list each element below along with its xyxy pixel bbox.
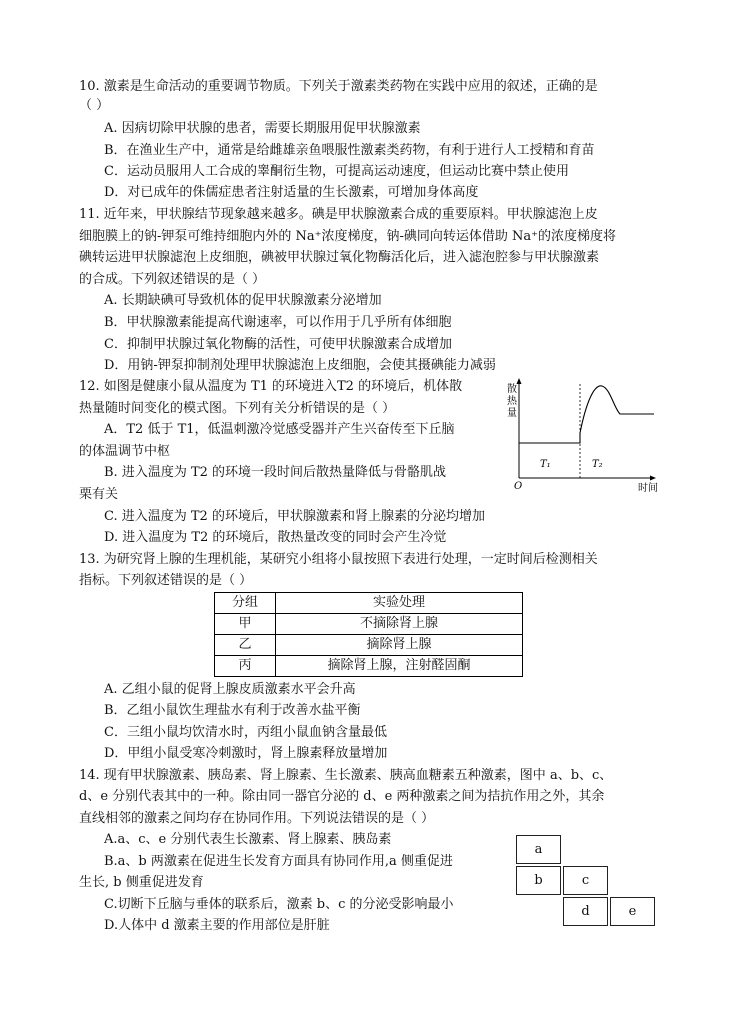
q11-option-a: A. 长期缺碘可导致机体的促甲状腺激素分泌增加 — [104, 293, 382, 308]
q10-stem-line1: 10. 激素是生命活动的重要调节物质。下列关于激素类药物在实践中应用的叙述，正确的是 — [79, 79, 598, 94]
graph-y-axis-arrow — [517, 378, 522, 384]
table-cell-treatment: 摘除肾上腺 — [276, 635, 523, 656]
graph-x-axis-arrow — [650, 476, 656, 481]
graph-xlabel: 时间 — [638, 483, 658, 494]
q10-option-c: C．运动员服用人工合成的睾酮衍生物，可提高运动速度，但运动比赛中禁止使用 — [104, 164, 569, 179]
q10-option-b: B．在渔业生产中，通常是给雌雄亲鱼喂服性激素类药物，有利于进行人工授精和育苗 — [104, 143, 595, 158]
hormone-cell-d: d — [563, 897, 608, 926]
q11-stem-line2: 细胞膜上的钠-钾泵可维持细胞内外的 Na⁺浓度梯度，钠-碘同向转运体借助 Na⁺的浓度梯度将 — [79, 229, 617, 244]
table-cell-group: 丙 — [215, 656, 276, 677]
q12-stem-line2: 热量随时间变化的模式图。下列有关分析错误的是（ ） — [79, 401, 396, 416]
graph-ylabel-char-2: 热 — [507, 396, 517, 407]
q12-stem-line1: 12. 如图是健康小鼠从温度为 T1 的环境进入T2 的环境后，机体散 — [79, 379, 463, 394]
q14-stem-line1: 14. 现有甲状腺激素、胰岛素、肾上腺素、生长激素、胰高血糖素五种激素，图中 a、b、c、 — [79, 768, 613, 783]
q12-option-b-line1: B. 进入温度为 T2 的环境一段时间后散热量降低与骨骼肌战 — [104, 465, 447, 480]
q11-option-c: C．抑制甲状腺过氧化物酶的活性，可使甲状腺激素合成增加 — [104, 337, 452, 352]
q12-option-c: C. 进入温度为 T2 的环境后，甲状腺激素和肾上腺素的分泌均增加 — [104, 509, 485, 524]
q14-option-b-line1: B.a、b 两激素在促进生长发育方面具有协同作用,a 侧重促进 — [104, 854, 453, 869]
table-row — [215, 635, 523, 656]
q13-option-c: C．三组小鼠均饮清水时，丙组小鼠血钠含量最低 — [104, 725, 387, 740]
table-header-group: 分组 — [215, 593, 276, 614]
table-cell-treatment: 不摘除肾上腺 — [276, 614, 523, 635]
q14-stem-line2: d、e 分别代表其中的一种。除由同一器官分泌的 d、e 两种激素之间为拮抗作用之外，其余 — [79, 789, 605, 804]
q14-option-a: A.a、c、e 分别代表生长激素、肾上腺素、胰岛素 — [104, 832, 392, 847]
q11-option-b: B．甲状腺激素能提高代谢速率，可以作用于几乎所有体细胞 — [104, 315, 452, 330]
table-row — [215, 656, 523, 677]
hormone-cell-e: e — [610, 897, 655, 926]
graph-heat-curve — [519, 386, 654, 443]
q14-option-c: C.切断下丘脑与垂体的联系后，激素 b、c 的分泌受影响最小 — [104, 897, 454, 912]
q13-option-b: B．乙组小鼠饮生理盐水有利于改善水盐平衡 — [104, 703, 361, 718]
graph-ylabel-char-3: 量 — [507, 408, 517, 419]
q14-option-d: D.人体中 d 激素主要的作用部位是肝脏 — [104, 918, 330, 933]
q11-stem-line4: 的合成。下列叙述错误的是（ ） — [79, 272, 266, 287]
q10-option-a: A. 因病切除甲状腺的患者，需要长期服用促甲状腺激素 — [104, 121, 421, 136]
q12-option-a-line1: A．T2 低于 T1，低温刺激冷觉感受器并产生兴奋传至下丘脑 — [104, 422, 455, 437]
q12-option-a-line2: 的体温调节中枢 — [79, 444, 171, 459]
table-row — [215, 614, 523, 635]
q12-option-d: D. 进入温度为 T2 的环境后，散热量改变的同时会产生冷觉 — [104, 530, 447, 545]
table-cell-treatment: 摘除肾上腺，注射醛固酮 — [276, 656, 523, 677]
graph-t2-label: T₂ — [592, 459, 603, 470]
q14-hormone-grid — [516, 835, 656, 927]
q14-option-b-line2: 生长, b 侧重促进发育 — [79, 875, 204, 890]
table-cell-group: 乙 — [215, 635, 276, 656]
graph-t1-label: T₁ — [540, 459, 551, 470]
q11-option-d: D．用钠-钾泵抑制剂处理甲状腺滤泡上皮细胞，会使其摄碘能力减弱 — [104, 358, 496, 373]
table-cell-group: 甲 — [215, 614, 276, 635]
q13-treatment-table — [214, 592, 523, 677]
graph-origin-label: O — [514, 481, 523, 492]
q14-stem-line3: 直线相邻的激素之间均存在协同作用。下列说法错误的是（ ） — [79, 811, 435, 826]
q12-option-b-line2: 栗有关 — [79, 487, 119, 502]
q13-stem-line2: 指标。下列叙述错误的是（ ） — [79, 573, 253, 588]
hormone-cell-c: c — [563, 866, 608, 895]
q12-heat-dissipation-graph — [502, 378, 672, 494]
hormone-cell-a: a — [516, 835, 561, 864]
q13-option-a: A. 乙组小鼠的促肾上腺皮质激素水平会升高 — [104, 682, 356, 697]
q13-option-d: D．甲组小鼠受寒冷刺激时，肾上腺素释放量增加 — [104, 746, 388, 761]
q11-stem-line1: 11. 近年来，甲状腺结节现象越来越多。碘是甲状腺激素合成的重要原料。甲状腺滤泡上皮 — [79, 207, 598, 222]
graph-ylabel-char-1: 散 — [507, 384, 517, 395]
q10-option-d: D．对已成年的侏儒症患者注射适量的生长激素，可增加身体高度 — [104, 185, 479, 200]
hormone-cell-b: b — [516, 866, 561, 895]
q11-stem-line3: 碘转运进甲状腺滤泡上皮细胞，碘被甲状腺过氧化物酶活化后，进入滤泡腔参与甲状腺激素 — [79, 250, 600, 265]
q10-stem-line2: （ ） — [79, 98, 110, 113]
table-header-treatment: 实验处理 — [276, 593, 523, 614]
q13-stem-line1: 13. 为研究肾上腺的生理机能，某研究小组将小鼠按照下表进行处理，一定时间后检测相关 — [79, 552, 598, 567]
table-header-row — [215, 593, 523, 614]
